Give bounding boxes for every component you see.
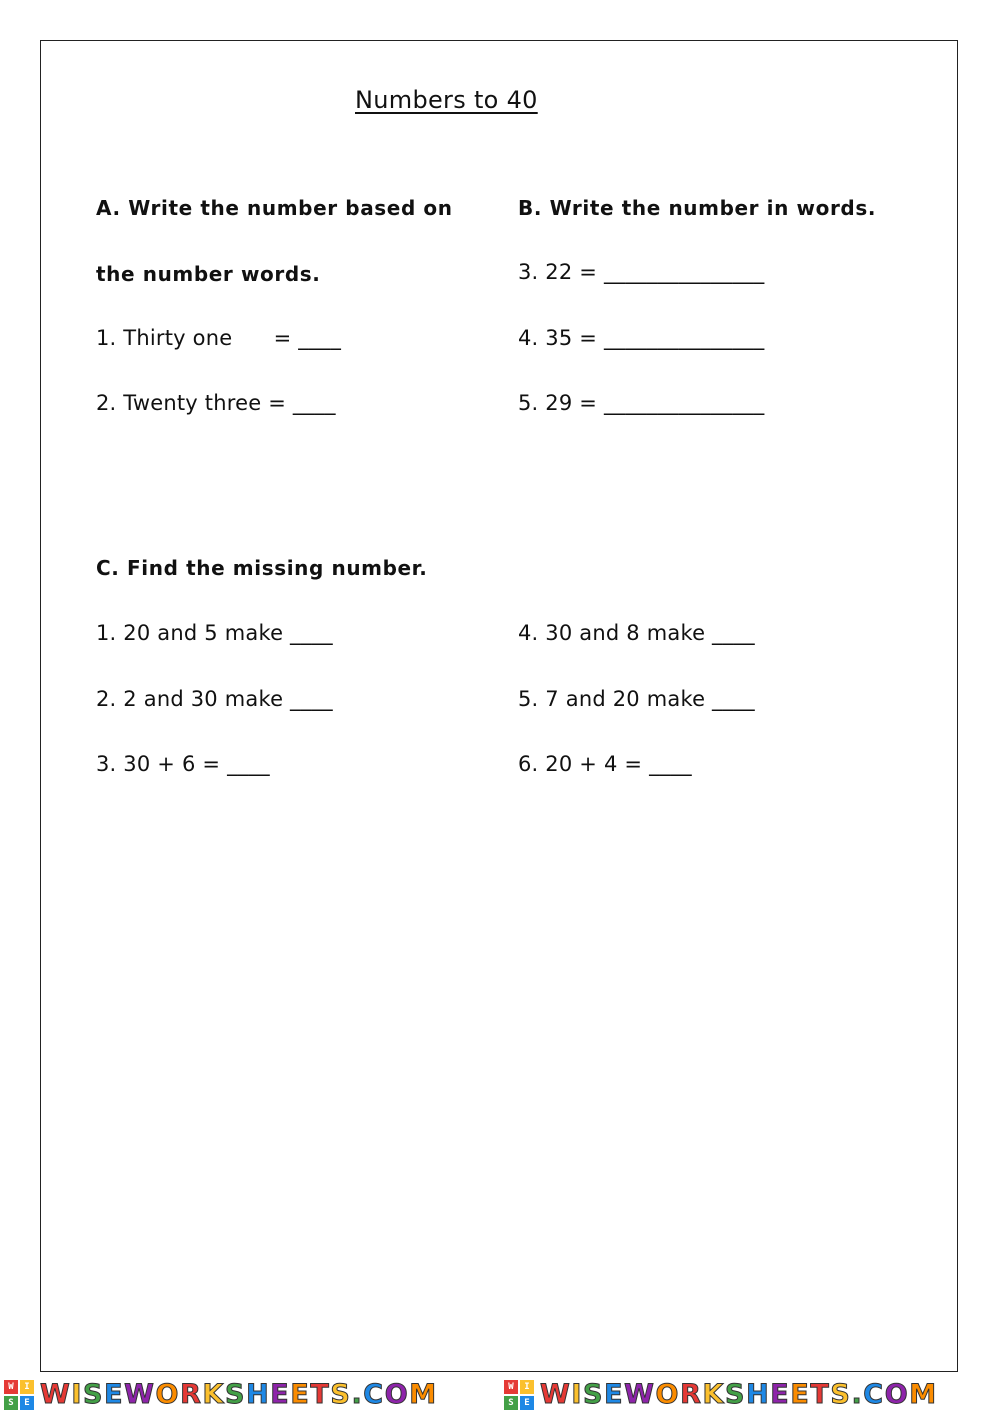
section-c-item-5: 5. 7 and 20 make ____ bbox=[518, 687, 755, 711]
section-a-item-2: 2. Twenty three = ____ bbox=[96, 391, 336, 415]
brand-logo-letter: W bbox=[504, 1380, 518, 1394]
brand-text: WISEWORKSHEETS.COM bbox=[540, 1379, 938, 1410]
brand-watermark-1 bbox=[4, 1376, 438, 1413]
brand-logo-letter: I bbox=[520, 1380, 534, 1394]
section-b-item-4: 4. 35 = _______________ bbox=[518, 326, 765, 350]
section-b-heading: B. Write the number in words. bbox=[518, 196, 877, 220]
section-c-heading: C. Find the missing number. bbox=[96, 556, 428, 580]
footer-watermark bbox=[0, 1376, 1000, 1413]
section-b-item-3: 3. 22 = _______________ bbox=[518, 260, 765, 284]
page-title: Numbers to 40 bbox=[355, 86, 538, 114]
brand-text: WISEWORKSHEETS.COM bbox=[40, 1379, 438, 1410]
brand-logo-letter: S bbox=[4, 1396, 18, 1410]
section-b-item-5: 5. 29 = _______________ bbox=[518, 391, 765, 415]
brand-logo-letter: W bbox=[4, 1380, 18, 1394]
brand-logo-icon bbox=[504, 1380, 534, 1410]
brand-watermark-2 bbox=[504, 1376, 938, 1413]
section-a-heading-line1: A. Write the number based on bbox=[96, 196, 453, 220]
brand-logo-icon bbox=[4, 1380, 34, 1410]
section-c-item-4: 4. 30 and 8 make ____ bbox=[518, 621, 755, 645]
section-a-item-1: 1. Thirty one = ____ bbox=[96, 326, 342, 350]
brand-logo-letter: S bbox=[504, 1396, 518, 1410]
section-c-item-6: 6. 20 + 4 = ____ bbox=[518, 752, 692, 776]
brand-logo-letter: E bbox=[520, 1396, 534, 1410]
section-c-item-2: 2. 2 and 30 make ____ bbox=[96, 687, 333, 711]
brand-logo-letter: E bbox=[20, 1396, 34, 1410]
section-c-item-3: 3. 30 + 6 = ____ bbox=[96, 752, 270, 776]
section-c-item-1: 1. 20 and 5 make ____ bbox=[96, 621, 333, 645]
brand-logo-letter: I bbox=[20, 1380, 34, 1394]
section-a-heading-line2: the number words. bbox=[96, 262, 321, 286]
